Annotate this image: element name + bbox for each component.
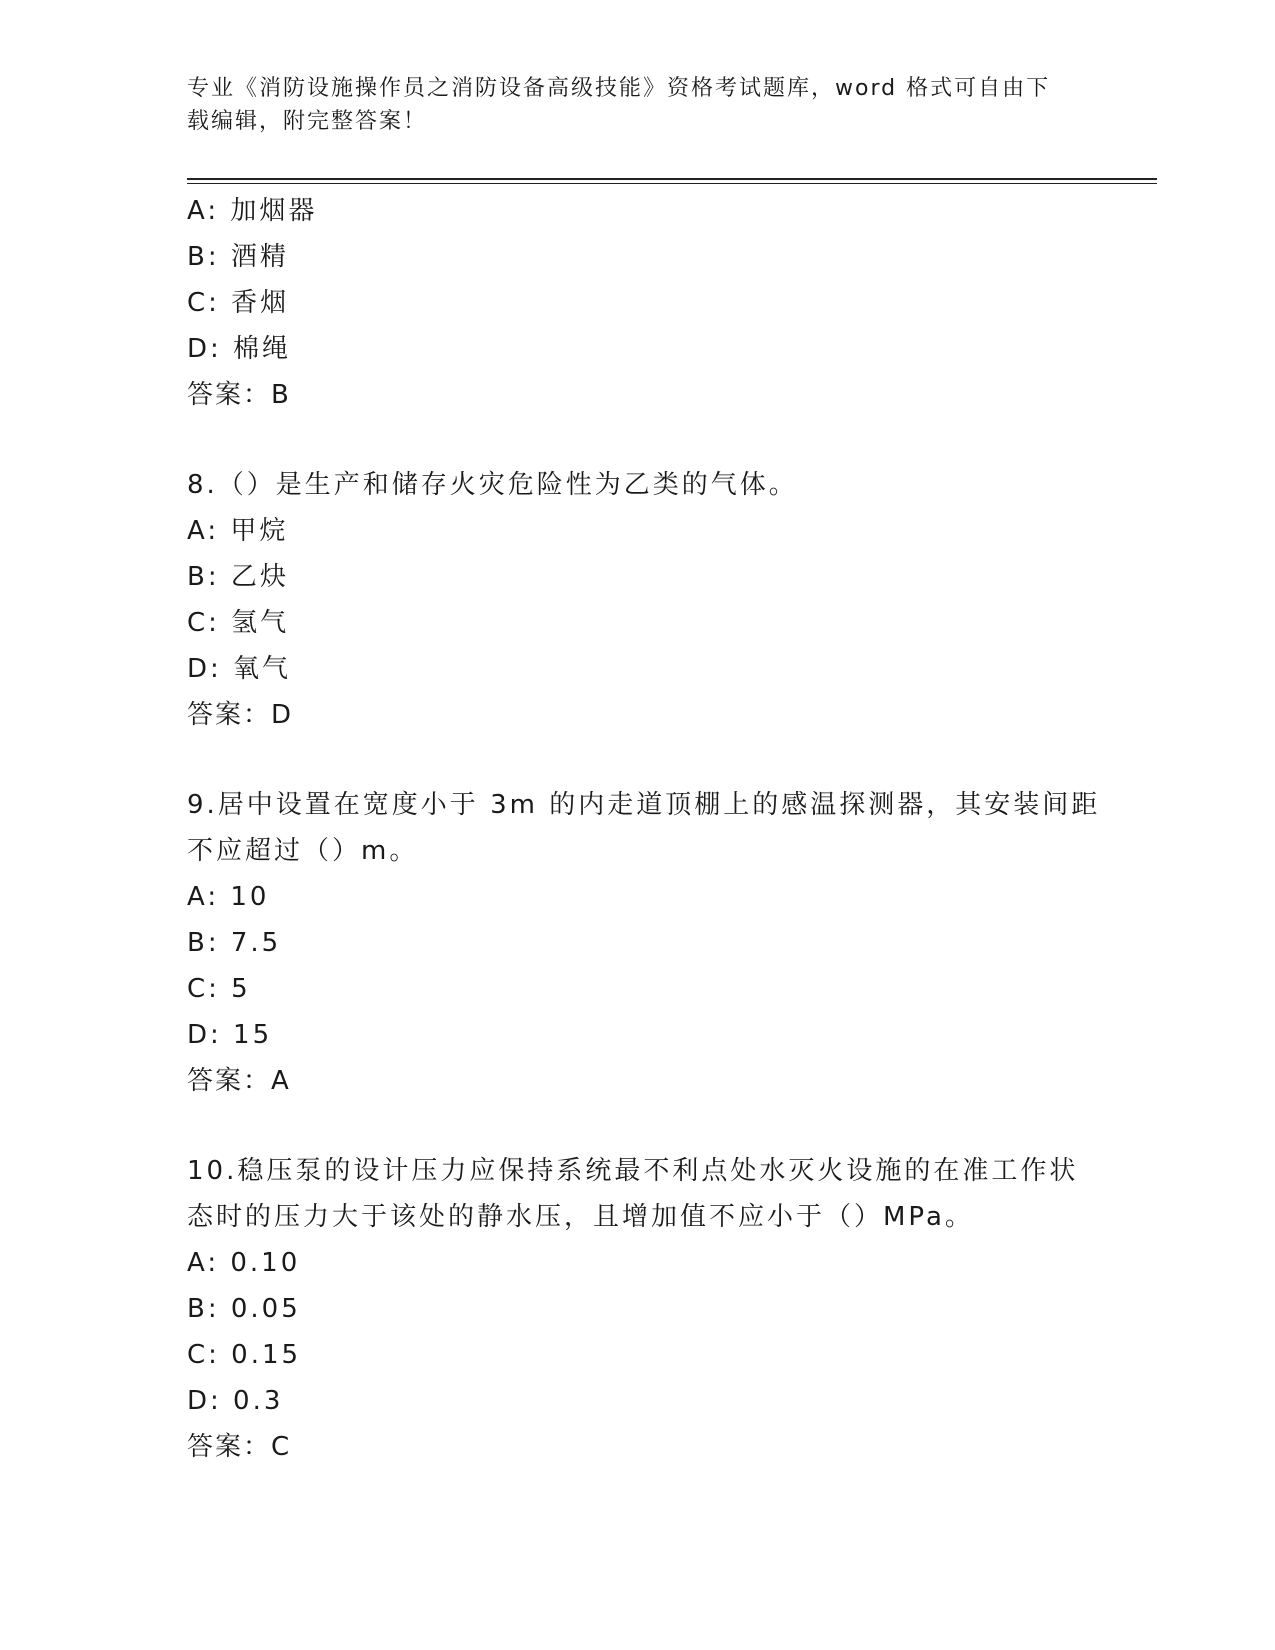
- header-title-line-1: 专业《消防设施操作员之消防设备高级技能》资格考试题库，word 格式可自由下: [187, 76, 1051, 101]
- header-divider-thin: [187, 183, 1157, 184]
- question-list: [187, 188, 1101, 1470]
- question-stem-line-1: 10.稳压泵的设计压力应保持系统最不利点处水灭火设施的在准工作状: [187, 1156, 1079, 1186]
- question-stem: 8.（）是生产和储存火灾危险性为乙类的气体。: [187, 470, 798, 500]
- option-c: C: 5: [187, 974, 251, 1004]
- option-d: D: 氧气: [187, 654, 292, 684]
- question-7: [187, 188, 1087, 418]
- answer-line: 答案：D: [187, 700, 294, 730]
- option-c: C: 香烟: [187, 288, 290, 318]
- option-b: B: 7.5: [187, 928, 282, 958]
- option-c: C: 0.15: [187, 1340, 302, 1370]
- answer-line: 答案：A: [187, 1066, 291, 1096]
- option-b: B: 酒精: [187, 242, 289, 272]
- document-header: [187, 72, 1067, 138]
- option-d: D: 棉绳: [187, 334, 292, 364]
- option-d: D: 0.3: [187, 1386, 284, 1416]
- option-a: A: 10: [187, 882, 270, 912]
- question-10: [187, 1148, 1087, 1470]
- option-c: C: 氢气: [187, 608, 290, 638]
- header-title-line-2: 载编辑，附完整答案！: [187, 109, 428, 134]
- question-stem-line-1: 9.居中设置在宽度小于 3m 的内走道顶棚上的感温探测器，其安装间距: [187, 790, 1101, 820]
- question-8: [187, 462, 1087, 738]
- answer-line: 答案：B: [187, 380, 291, 410]
- question-9: [187, 782, 1101, 1104]
- option-b: B: 0.05: [187, 1294, 301, 1324]
- answer-line: 答案：C: [187, 1432, 292, 1462]
- option-a: A: 甲烷: [187, 516, 289, 546]
- header-divider-thick: [187, 178, 1157, 180]
- question-stem-line-2: 态时的压力大于该处的静水压，且增加值不应小于（）MPa。: [187, 1202, 974, 1232]
- option-b: B: 乙炔: [187, 562, 289, 592]
- option-d: D: 15: [187, 1020, 273, 1050]
- question-stem-line-2: 不应超过（）m。: [187, 836, 419, 866]
- option-a: A: 加烟器: [187, 196, 318, 226]
- option-a: A: 0.10: [187, 1248, 301, 1278]
